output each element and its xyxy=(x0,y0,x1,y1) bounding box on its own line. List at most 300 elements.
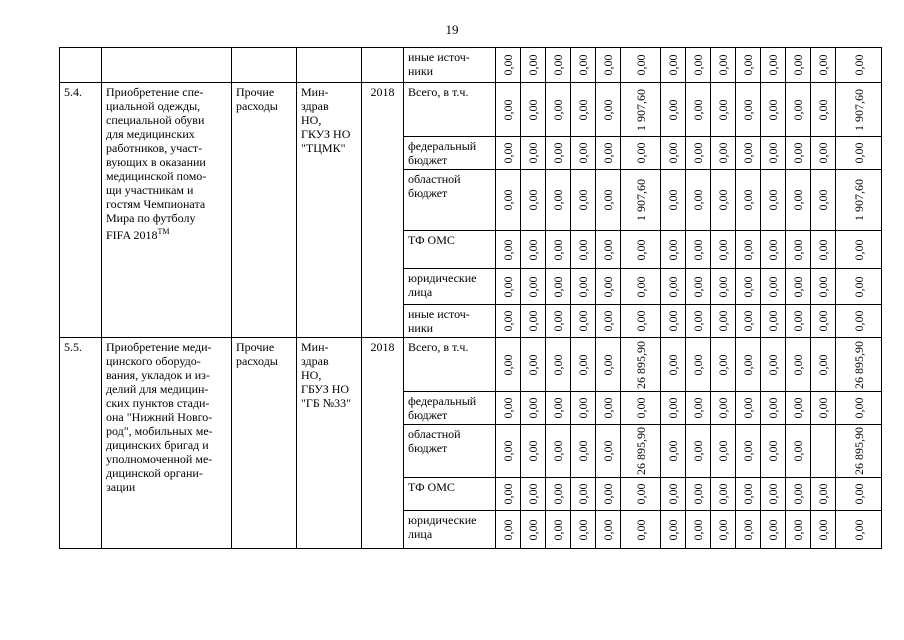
value-cell xyxy=(786,338,811,392)
value-cell xyxy=(761,392,786,425)
empty-cell xyxy=(60,48,102,83)
value-cell xyxy=(786,48,811,83)
value-cell xyxy=(811,392,836,425)
value-text: 0,00 xyxy=(766,310,780,332)
value-text: 0,00 xyxy=(666,519,680,540)
value-cell xyxy=(711,48,736,83)
value-cell xyxy=(596,137,621,170)
value-text: 0,00 xyxy=(551,519,565,540)
value-text: 1 907,60 xyxy=(633,179,648,221)
value-text: 0,00 xyxy=(501,354,515,375)
value-text: 0,00 xyxy=(666,99,680,120)
value-text: 0,00 xyxy=(766,54,780,76)
value-text: 0,00 xyxy=(791,142,805,164)
value-text: 0,00 xyxy=(741,54,755,76)
value-cell xyxy=(571,83,596,137)
value-cell xyxy=(521,48,546,83)
value-text: 0,00 xyxy=(716,99,730,120)
value-text: 0,00 xyxy=(816,397,830,419)
value-cell xyxy=(686,338,711,392)
value-text: 0,00 xyxy=(633,519,648,540)
value-text: 0,00 xyxy=(501,310,515,332)
value-cell xyxy=(786,83,811,137)
year xyxy=(362,338,404,549)
value-text: 0,00 xyxy=(816,310,830,332)
value-cell xyxy=(521,305,546,338)
value-text: 0,00 xyxy=(816,276,830,297)
value-cell xyxy=(761,511,786,549)
item-number-text: 5.5. xyxy=(64,340,82,354)
value-text: 0,00 xyxy=(851,142,866,164)
value-text: 0,00 xyxy=(691,310,705,332)
value-text: 0,00 xyxy=(666,54,680,76)
value-text: 0,00 xyxy=(691,276,705,297)
value-text: 0,00 xyxy=(526,354,540,375)
value-cell xyxy=(786,425,811,478)
value-text: 0,00 xyxy=(741,310,755,332)
value-text: 0,00 xyxy=(633,483,648,505)
value-text: 0,00 xyxy=(666,440,680,462)
value-text: 0,00 xyxy=(601,189,615,211)
value-text: 0,00 xyxy=(666,354,680,375)
value-text: 0,00 xyxy=(551,440,565,462)
value-text: 0,00 xyxy=(791,397,805,419)
value-text: 0,00 xyxy=(576,99,590,120)
value-cell xyxy=(811,83,836,137)
value-cell xyxy=(596,83,621,137)
value-cell xyxy=(761,137,786,170)
value-cell xyxy=(686,170,711,231)
value-text: 0,00 xyxy=(766,397,780,419)
expense-category-text: Прочие расходы xyxy=(236,85,278,113)
value-text: 0,00 xyxy=(691,189,705,211)
table-row xyxy=(60,338,882,392)
value-text: 0,00 xyxy=(633,276,648,297)
value-text: 0,00 xyxy=(526,99,540,120)
value-cell xyxy=(761,170,786,231)
value-text: 0,00 xyxy=(526,142,540,164)
value-cell xyxy=(761,83,786,137)
value-text: 0,00 xyxy=(791,519,805,540)
value-cell xyxy=(711,392,736,425)
value-cell xyxy=(811,425,836,478)
value-text: 0,00 xyxy=(601,54,615,76)
funding-source-cell xyxy=(404,511,496,549)
value-cell xyxy=(786,269,811,305)
value-cell xyxy=(686,231,711,269)
value-text: 0,00 xyxy=(716,397,730,419)
value-cell xyxy=(546,48,571,83)
value-cell xyxy=(571,170,596,231)
value-text: 0,00 xyxy=(526,397,540,419)
value-text: 0,00 xyxy=(691,483,705,505)
value-text: 0,00 xyxy=(851,276,866,297)
value-text: 0,00 xyxy=(766,189,780,211)
value-text: 0,00 xyxy=(691,99,705,120)
value-text: 0,00 xyxy=(551,310,565,332)
value-cell xyxy=(661,425,686,478)
value-text: 0,00 xyxy=(816,99,830,120)
value-cell xyxy=(686,305,711,338)
value-text: 0,00 xyxy=(601,397,615,419)
value-cell xyxy=(736,83,761,137)
value-text: 0,00 xyxy=(791,189,805,211)
value-cell xyxy=(496,392,521,425)
value-cell xyxy=(496,83,521,137)
value-cell xyxy=(661,170,686,231)
value-cell xyxy=(496,170,521,231)
value-text: 0,00 xyxy=(716,440,730,462)
value-cell xyxy=(596,269,621,305)
funding-source-cell xyxy=(404,231,496,269)
value-cell xyxy=(571,269,596,305)
value-cell xyxy=(661,83,686,137)
value-text: 0,00 xyxy=(791,239,805,260)
value-cell xyxy=(521,269,546,305)
value-cell xyxy=(596,48,621,83)
value-text: 0,00 xyxy=(791,310,805,332)
value-text: 0,00 xyxy=(716,519,730,540)
value-cell xyxy=(786,478,811,511)
value-cell xyxy=(571,231,596,269)
value-text: 0,00 xyxy=(576,310,590,332)
value-cell xyxy=(596,170,621,231)
value-cell xyxy=(836,137,882,170)
value-cell xyxy=(836,511,882,549)
value-text: 0,00 xyxy=(576,354,590,375)
value-text: 0,00 xyxy=(741,483,755,505)
value-text: 0,00 xyxy=(766,142,780,164)
value-text: 0,00 xyxy=(526,483,540,505)
value-cell xyxy=(571,305,596,338)
value-text: 0,00 xyxy=(633,142,648,164)
value-text: 0,00 xyxy=(576,189,590,211)
value-cell xyxy=(761,478,786,511)
value-text: 0,00 xyxy=(691,354,705,375)
value-cell xyxy=(736,338,761,392)
value-text: 0,00 xyxy=(691,142,705,164)
value-text: 0,00 xyxy=(691,440,705,462)
value-cell xyxy=(496,48,521,83)
value-text: 26 895,90 xyxy=(851,340,866,389)
value-cell xyxy=(811,48,836,83)
value-text: 0,00 xyxy=(816,142,830,164)
value-cell xyxy=(836,392,882,425)
value-text: 0,00 xyxy=(501,519,515,540)
value-text: 0,00 xyxy=(816,354,830,375)
value-text: 0,00 xyxy=(551,142,565,164)
value-text: 0,00 xyxy=(551,189,565,211)
value-text: 0,00 xyxy=(851,397,866,419)
value-text: 1 907,60 xyxy=(851,179,866,221)
value-cell xyxy=(546,478,571,511)
funding-source-label: областной бюджет xyxy=(408,172,461,200)
value-text: 0,00 xyxy=(816,239,830,260)
item-name xyxy=(102,338,232,549)
value-text: 0,00 xyxy=(766,440,780,462)
value-cell xyxy=(761,305,786,338)
value-text: 0,00 xyxy=(601,310,615,332)
value-text: 0,00 xyxy=(691,239,705,260)
funding-source-cell xyxy=(404,392,496,425)
value-text: 0,00 xyxy=(551,354,565,375)
value-text: 0,00 xyxy=(601,483,615,505)
value-text: 0,00 xyxy=(633,310,648,332)
value-cell xyxy=(811,478,836,511)
value-cell xyxy=(661,269,686,305)
value-cell xyxy=(711,137,736,170)
value-cell xyxy=(621,478,661,511)
value-text: 0,00 xyxy=(633,239,648,260)
value-text: 0,00 xyxy=(691,54,705,76)
value-cell xyxy=(686,269,711,305)
executor-text: Мин- здрав НО, ГКУЗ НО "ТЦМК" xyxy=(301,85,351,155)
year-text: 2018 xyxy=(370,340,395,354)
value-text: 0,00 xyxy=(501,440,515,462)
value-text: 0,00 xyxy=(716,276,730,297)
value-text: 0,00 xyxy=(633,54,648,76)
value-cell xyxy=(711,478,736,511)
value-cell xyxy=(546,511,571,549)
value-cell xyxy=(711,83,736,137)
value-cell xyxy=(736,269,761,305)
empty-cell xyxy=(232,48,297,83)
value-cell xyxy=(621,425,661,478)
value-text: 0,00 xyxy=(666,239,680,260)
value-text: 0,00 xyxy=(766,276,780,297)
value-cell xyxy=(686,478,711,511)
value-cell xyxy=(596,425,621,478)
value-cell xyxy=(711,305,736,338)
value-cell xyxy=(621,83,661,137)
value-cell xyxy=(836,425,882,478)
value-cell xyxy=(546,305,571,338)
value-text: 0,00 xyxy=(691,519,705,540)
value-cell xyxy=(621,511,661,549)
funding-source-label: федеральный бюджет xyxy=(408,394,477,422)
funding-source-label: областной бюджет xyxy=(408,427,461,455)
value-cell xyxy=(496,425,521,478)
value-cell xyxy=(711,425,736,478)
trademark-superscript: TM xyxy=(157,227,170,236)
value-text: 0,00 xyxy=(633,397,648,419)
value-cell xyxy=(686,425,711,478)
item-number xyxy=(60,83,102,338)
value-text: 0,00 xyxy=(551,483,565,505)
item-name xyxy=(102,83,232,338)
expense-category xyxy=(232,338,297,549)
value-cell xyxy=(596,392,621,425)
value-cell xyxy=(496,511,521,549)
funding-source-label: юридические лица xyxy=(408,513,477,541)
value-text: 0,00 xyxy=(551,99,565,120)
value-cell xyxy=(686,48,711,83)
value-text: 0,00 xyxy=(576,276,590,297)
item-number xyxy=(60,338,102,549)
value-cell xyxy=(736,48,761,83)
value-cell xyxy=(761,425,786,478)
value-text: 0,00 xyxy=(501,276,515,297)
value-cell xyxy=(811,305,836,338)
value-text: 0,00 xyxy=(716,239,730,260)
funding-source-cell xyxy=(404,425,496,478)
value-text: 1 907,60 xyxy=(633,88,648,131)
value-text: 0,00 xyxy=(716,310,730,332)
value-cell xyxy=(596,478,621,511)
empty-cell xyxy=(102,48,232,83)
value-text: 0,00 xyxy=(791,354,805,375)
executor-text: Мин- здрав НО, ГБУЗ НО "ГБ №33" xyxy=(301,340,352,410)
value-text: 0,00 xyxy=(816,519,830,540)
value-text: 0,00 xyxy=(741,519,755,540)
value-cell xyxy=(661,48,686,83)
value-text: 0,00 xyxy=(601,276,615,297)
table-row xyxy=(60,48,882,83)
value-text: 0,00 xyxy=(851,54,866,76)
executor xyxy=(297,83,362,338)
value-cell xyxy=(811,170,836,231)
funding-source-cell xyxy=(404,83,496,137)
value-text: 0,00 xyxy=(816,189,830,211)
value-text: 0,00 xyxy=(666,189,680,211)
value-text: 26 895,90 xyxy=(633,340,648,389)
value-cell xyxy=(496,338,521,392)
value-cell xyxy=(786,170,811,231)
value-cell xyxy=(546,83,571,137)
value-cell xyxy=(546,170,571,231)
value-cell xyxy=(621,305,661,338)
value-cell xyxy=(546,137,571,170)
value-cell xyxy=(786,231,811,269)
value-cell xyxy=(521,338,546,392)
value-text: 0,00 xyxy=(666,483,680,505)
value-cell xyxy=(786,511,811,549)
value-text: 0,00 xyxy=(666,276,680,297)
value-text: 0,00 xyxy=(576,239,590,260)
value-text: 0,00 xyxy=(601,99,615,120)
value-text: 0,00 xyxy=(501,189,515,211)
value-text: 0,00 xyxy=(501,397,515,419)
value-text: 0,00 xyxy=(741,189,755,211)
value-text: 0,00 xyxy=(601,519,615,540)
value-text: 0,00 xyxy=(551,54,565,76)
funding-source-label: федеральный бюджет xyxy=(408,139,477,167)
funding-source-cell xyxy=(404,269,496,305)
value-text: 0,00 xyxy=(576,483,590,505)
value-text: 0,00 xyxy=(501,142,515,164)
value-text: 0,00 xyxy=(791,483,805,505)
value-cell xyxy=(661,478,686,511)
value-cell xyxy=(596,231,621,269)
value-cell xyxy=(736,231,761,269)
value-text: 0,00 xyxy=(716,54,730,76)
value-cell xyxy=(521,83,546,137)
value-text: 0,00 xyxy=(551,397,565,419)
value-cell xyxy=(711,170,736,231)
page-number: 19 xyxy=(445,22,459,37)
value-cell xyxy=(521,170,546,231)
value-cell xyxy=(496,231,521,269)
value-text: 0,00 xyxy=(501,483,515,505)
funding-source-cell xyxy=(404,170,496,231)
value-cell xyxy=(496,137,521,170)
value-text: 0,00 xyxy=(576,142,590,164)
value-text: 0,00 xyxy=(766,519,780,540)
value-text: 26 895,90 xyxy=(633,427,648,475)
value-text: 0,00 xyxy=(851,310,866,332)
value-cell xyxy=(686,392,711,425)
year xyxy=(362,83,404,338)
value-cell xyxy=(711,231,736,269)
funding-source-label: ТФ ОМС xyxy=(408,480,455,494)
value-text: 0,00 xyxy=(791,54,805,76)
funding-source-label: иные источ- ники xyxy=(408,50,470,78)
value-cell xyxy=(661,392,686,425)
value-cell xyxy=(761,269,786,305)
value-cell xyxy=(521,511,546,549)
value-cell xyxy=(811,511,836,549)
value-cell xyxy=(736,478,761,511)
value-text: 0,00 xyxy=(576,54,590,76)
value-text: 0,00 xyxy=(526,54,540,76)
value-cell xyxy=(571,338,596,392)
value-text: 0,00 xyxy=(601,354,615,375)
value-text: 0,00 xyxy=(766,239,780,260)
value-text: 0,00 xyxy=(601,239,615,260)
value-text: 0,00 xyxy=(551,276,565,297)
value-cell xyxy=(836,269,882,305)
value-cell xyxy=(736,392,761,425)
funding-source-label: юридические лица xyxy=(408,271,477,299)
value-cell xyxy=(621,269,661,305)
value-cell xyxy=(661,231,686,269)
value-cell xyxy=(836,478,882,511)
empty-cell xyxy=(297,48,362,83)
value-text: 0,00 xyxy=(816,54,830,76)
value-cell xyxy=(761,338,786,392)
value-cell xyxy=(546,392,571,425)
value-cell xyxy=(811,137,836,170)
expense-category-text: Прочие расходы xyxy=(236,340,278,368)
value-text: 0,00 xyxy=(851,519,866,540)
value-text: 0,00 xyxy=(551,239,565,260)
value-cell xyxy=(596,338,621,392)
value-cell xyxy=(661,338,686,392)
value-cell xyxy=(621,170,661,231)
funding-source-cell xyxy=(404,338,496,392)
value-cell xyxy=(571,425,596,478)
value-cell xyxy=(836,305,882,338)
value-cell xyxy=(836,48,882,83)
value-cell xyxy=(711,269,736,305)
expense-category xyxy=(232,83,297,338)
value-text: 0,00 xyxy=(766,483,780,505)
funding-source-label: ТФ ОМС xyxy=(408,233,455,247)
value-cell xyxy=(686,511,711,549)
value-cell xyxy=(761,48,786,83)
value-cell xyxy=(596,305,621,338)
value-cell xyxy=(811,231,836,269)
value-text: 0,00 xyxy=(816,483,830,505)
value-cell xyxy=(661,137,686,170)
value-cell xyxy=(521,425,546,478)
value-cell xyxy=(711,338,736,392)
value-cell xyxy=(571,137,596,170)
funding-source-cell xyxy=(404,137,496,170)
value-cell xyxy=(736,305,761,338)
value-text: 0,00 xyxy=(716,354,730,375)
value-cell xyxy=(661,305,686,338)
